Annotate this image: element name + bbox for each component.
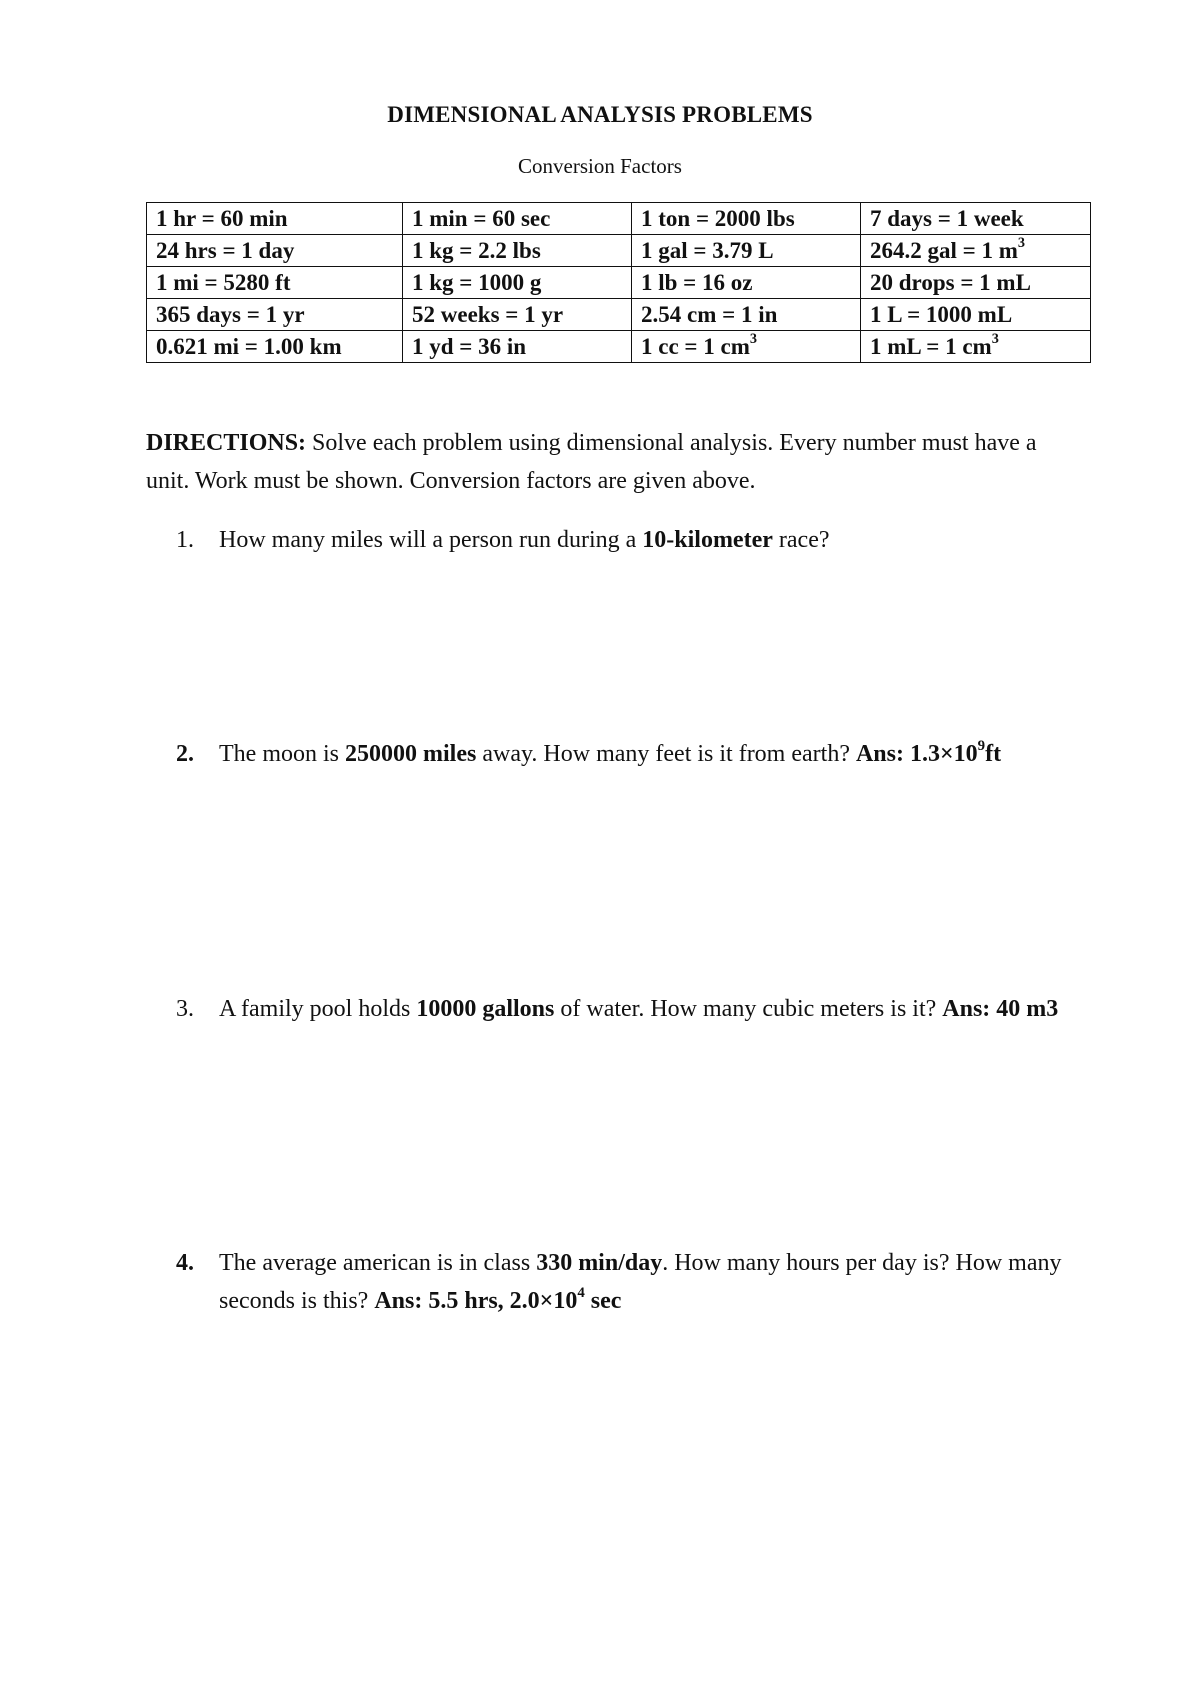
directions-text: Solve each problem using dimensional analysis. Every number must have a unit. Work must be shown. Conversion factors are given above. [146,430,1037,494]
table-cell: 1 mi = 5280 ft [147,267,403,299]
superscript: 3 [1017,235,1026,252]
question-number: 2. [176,741,194,767]
table-cell: 1 cc = 1 $cm^3$ [632,331,861,363]
question-3: 3. A family pool holds 10000 gallons of water. How many cubic meters is it? Ans: 40 m3 [146,990,1076,1028]
answer: Ans: 40 m3 [942,996,1059,1022]
table-row [147,267,1091,299]
table-cell: 1 mL = 1 $cm^3$ [861,331,1091,363]
directions-label: DIRECTIONS: [146,430,307,456]
table-cell: 1 yd = 36 in [403,331,632,363]
question-number: 4. [176,1250,194,1276]
table-cell: 264.2 gal = 1 $m^3$ [861,235,1091,267]
table-cell: 20 drops = 1 mL [861,267,1091,299]
question-2: 2. The moon is 250000 miles away. How many feet is it from earth? Ans: $1.3\times 10^9ft$ [146,735,1076,773]
answer: Ans: $1.3\times 10^9ft$ [855,737,1002,767]
conversion-factors-table [146,202,1091,363]
page-title: DIMENSIONAL ANALYSIS PROBLEMS [387,102,813,127]
superscript: 3 [749,331,758,348]
table-cell: 7 days = 1 week [861,203,1091,235]
question-number: 1. [176,527,194,553]
table-cell: 0.621 mi = 1.00 km [147,331,403,363]
table-caption: Conversion Factors [518,154,682,178]
table-cell: 1 gal = 3.79 L [632,235,861,267]
table-cell: 365 days = 1 yr [147,299,403,331]
table-row [147,299,1091,331]
table-row [147,203,1091,235]
table-cell: 1 lb = 16 oz [632,267,861,299]
table-cell: 1 hr = 60 min [147,203,403,235]
table-cell: 1 L = 1000 mL [861,299,1091,331]
question-number: 3. [176,996,194,1022]
question-1: 1. How many miles will a person run during a 10-kilometer race? [146,521,1076,559]
table-cell: 52 weeks = 1 yr [403,299,632,331]
table-row [147,331,1091,363]
directions [146,424,1076,500]
table-row [147,235,1091,267]
table-cell: 1 kg = 2.2 lbs [403,235,632,267]
answer: Ans: 5.5 hrs, $2.0\times 10^4$ sec [374,1284,622,1314]
table-cell: 1 ton = 2000 lbs [632,203,861,235]
table-cell: 24 hrs = 1 day [147,235,403,267]
table-cell: 1 kg = 1000 g [403,267,632,299]
table-cell: 2.54 cm = 1 in [632,299,861,331]
table-cell: 1 min = 60 sec [403,203,632,235]
question-4: 4. The average american is in class 330 min/day. How many hours per day is? How many seconds is this? Ans: 5.5 hrs, $2.0\times 10^4$ sec [146,1244,1076,1320]
superscript: 3 [991,331,999,348]
